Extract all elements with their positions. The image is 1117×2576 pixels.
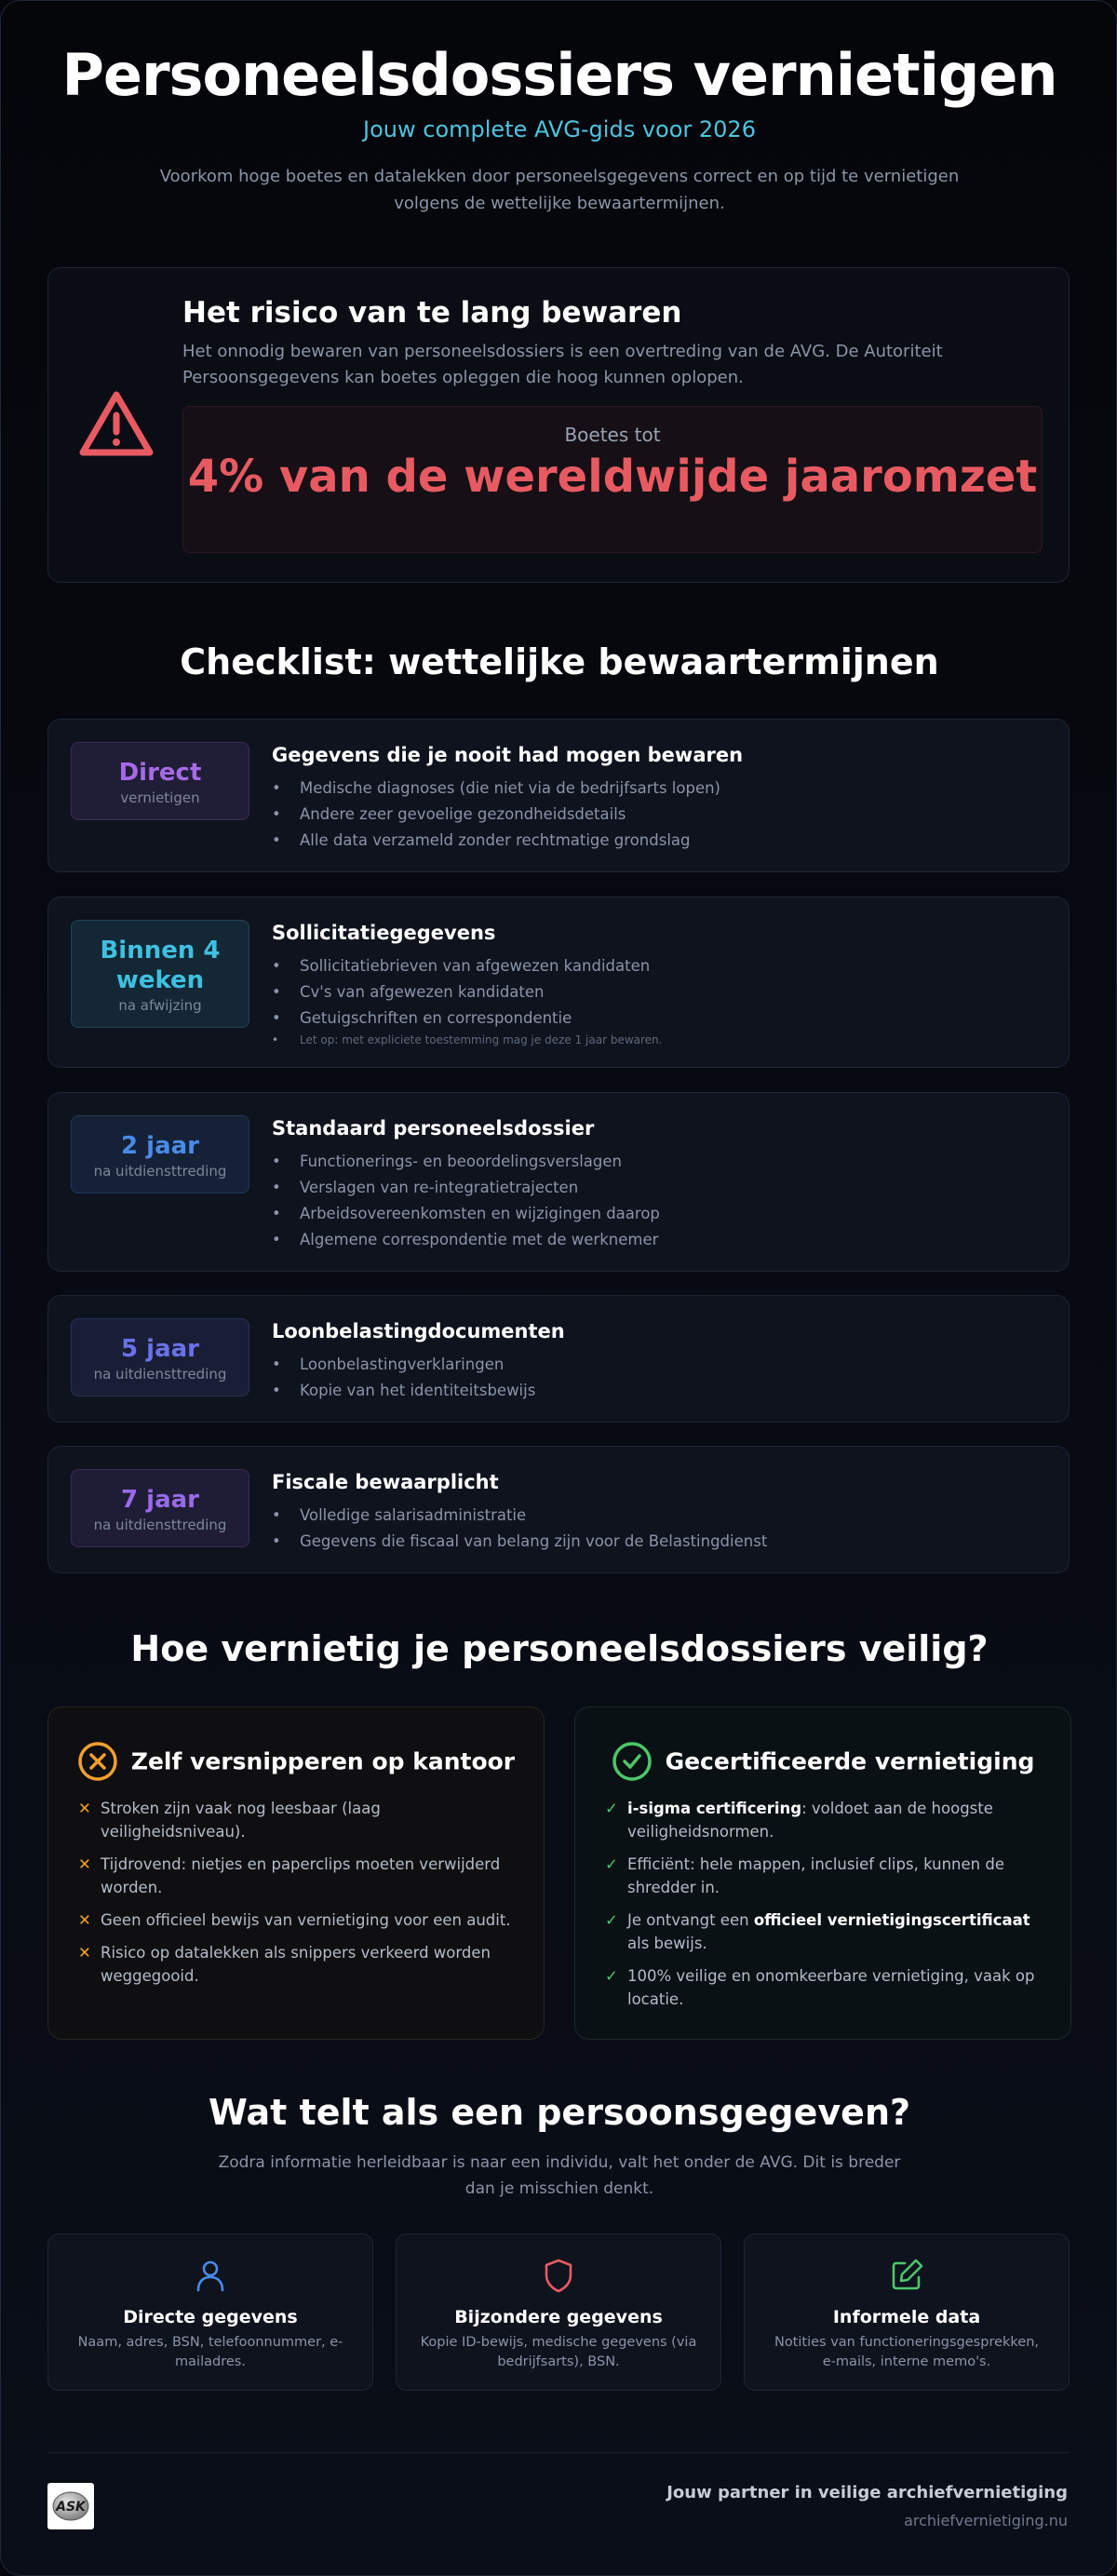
list-item: • Loonbelastingverklaringen [272, 1352, 1035, 1378]
footer-divider [47, 2452, 1070, 2453]
list-item: • Verslagen van re-integratietrajecten [272, 1175, 1035, 1201]
list-item: • Medische diagnoses (die niet via de bedrijfsarts lopen) [272, 775, 1035, 802]
item-emphasis: officieel vernietigingscertificaat [753, 1911, 1030, 1929]
list-item [605, 1908, 1047, 1955]
method-good-title: Gecertificeerde vernietiging [665, 1747, 1035, 1775]
page-title: Personeelsdossiers vernietigen [61, 41, 1057, 109]
ask-logo[interactable] [47, 2483, 94, 2529]
rule-heading: Loonbelastingdocumenten [272, 1320, 565, 1342]
logo-text: ASK [56, 2500, 86, 2515]
cross-icon: ✕ [78, 1944, 91, 1962]
list-item [605, 1797, 1047, 1843]
check-icon: ✓ [605, 1967, 618, 1985]
fine-box [182, 406, 1043, 553]
warning-triangle-icon [78, 389, 155, 458]
term-sub: na uitdiensttreding [93, 1366, 227, 1382]
item-text: Efficiënt: hele mappen, inclusief clips, kunnen de shredder in. [627, 1855, 1004, 1896]
item-text: : voldoet aan de hoogste veiligheidsnormen. [627, 1800, 993, 1841]
item-emphasis: i-sigma certificering [627, 1800, 802, 1817]
check-icon: ✓ [605, 1855, 618, 1873]
cross-icon: ✕ [78, 1855, 91, 1873]
method-self-shredding [47, 1706, 545, 2040]
term-value: 7 jaar [121, 1486, 199, 1514]
term-badge [71, 742, 249, 820]
list-item: • Gegevens die fiscaal van belang zijn voor de Belastingdienst [272, 1529, 1035, 1555]
list-item [605, 1964, 1047, 2011]
personal-data-title: Wat telt als een persoonsgegeven? [208, 2092, 911, 2133]
card-text: Naam, adres, BSN, telefoonnummer, e-mailadres. [77, 2335, 343, 2369]
method-bad-list [78, 1797, 520, 1997]
term-value: Binnen 4 weken [100, 937, 221, 994]
method-certified [574, 1706, 1071, 2040]
term-badge [71, 1469, 249, 1547]
list-item: • Algemene correspondentie met de werknemer [272, 1227, 1035, 1253]
user-icon [192, 2257, 229, 2294]
item-text: Stroken zijn vaak nog leesbaar (laag veiligheidsniveau). [101, 1800, 381, 1841]
term-badge [71, 1318, 249, 1396]
retention-rule [47, 897, 1070, 1068]
list-item [78, 1908, 520, 1932]
footer-url[interactable]: archiefvernietiging.nu [904, 2512, 1068, 2529]
personal-data-intro: Zodra informatie herleidbaar is naar een individu, valt het onder de AVG. Dit is breder dan je misschien denkt. [218, 2153, 901, 2198]
retention-rule [47, 1092, 1070, 1272]
list-item [78, 1797, 520, 1843]
list-item: • Arbeidsovereenkomsten en wijzigingen daarop [272, 1201, 1035, 1227]
x-circle-icon [77, 1741, 118, 1782]
term-sub: na afwijzing [118, 997, 202, 1014]
list-item: • Functionerings- en beoordelingsverslagen [272, 1149, 1035, 1175]
footer-tagline: Jouw partner in veilige archiefvernietiging [666, 2483, 1068, 2502]
term-sub: vernietigen [120, 789, 200, 806]
cross-icon: ✕ [78, 1911, 91, 1929]
rule-items [272, 1149, 1035, 1253]
shield-icon [540, 2257, 577, 2294]
term-sub: na uitdiensttreding [93, 1163, 227, 1180]
list-item: • Alle data verzameld zonder rechtmatige grondslag [272, 828, 1035, 854]
check-circle-icon [612, 1741, 653, 1782]
rule-heading: Fiscale bewaarplicht [272, 1471, 499, 1493]
item-text: Tijdrovend: nietjes en paperclips moeten verwijderd worden. [101, 1855, 501, 1896]
rule-items [272, 1503, 1035, 1555]
rule-note: • Let op: met expliciete toestemming mag je deze 1 jaar bewaren. [272, 1032, 1035, 1048]
list-item: • Getuigschriften en correspondentie [272, 1005, 1035, 1032]
page-intro: Voorkom hoge boetes en datalekken door personeelsgegevens correct en op tijd te vernietigen volgens de wettelijke bewaartermijnen. [159, 167, 960, 213]
list-item: • Cv's van afgewezen kandidaten [272, 979, 1035, 1005]
page-subtitle: Jouw complete AVG-gids voor 2026 [363, 116, 756, 142]
card-title: Directe gegevens [123, 2307, 298, 2327]
item-text: Je ontvangt een [627, 1911, 754, 1929]
method-good-list [605, 1797, 1047, 2020]
checklist-title: Checklist: wettelijke bewaartermijnen [180, 641, 939, 682]
ask-logo-mark [47, 2483, 94, 2529]
term-value: 2 jaar [121, 1132, 199, 1160]
check-icon: ✓ [605, 1911, 618, 1929]
retention-rule [47, 1295, 1070, 1423]
item-text: 100% veilige en onomkeerbare vernietiging, vaak op locatie. [627, 1967, 1035, 2008]
list-item: • Sollicitatiebrieven van afgewezen kandidaten [272, 953, 1035, 979]
list-item [78, 1853, 520, 1899]
cross-icon: ✕ [78, 1800, 91, 1817]
rule-items [272, 953, 1035, 1048]
fine-value: 4% van de wereldwijde jaaromzet [187, 451, 1038, 503]
card-direct-data [47, 2233, 373, 2391]
retention-rule [47, 1446, 1070, 1573]
term-value: Direct [118, 759, 202, 787]
rule-heading: Gegevens die je nooit had mogen bewaren [272, 744, 744, 766]
term-value: 5 jaar [121, 1335, 199, 1363]
list-item [605, 1853, 1047, 1899]
list-item: • Volledige salarisadministratie [272, 1503, 1035, 1529]
method-bad-title: Zelf versnipperen op kantoor [130, 1747, 516, 1775]
term-sub: na uitdiensttreding [93, 1517, 227, 1533]
term-badge [71, 1115, 249, 1194]
card-title: Bijzondere gegevens [454, 2307, 663, 2327]
card-text: Notities van functioneringsgesprekken, e-mails, interne memo's. [774, 2335, 1040, 2369]
check-icon: ✓ [605, 1800, 618, 1817]
item-text: als bewijs. [627, 1935, 707, 1952]
card-special-data [396, 2233, 721, 2391]
header [1, 38, 1117, 217]
risk-text: Het onnodig bewaren van personeelsdossiers is een overtreding van de AVG. De Autoriteit Persoonsgegevens kan boetes opleggen die hoog kunnen oplopen. [182, 342, 943, 387]
fine-label: Boetes tot [564, 424, 661, 446]
risk-title: Het risico van te lang bewaren [182, 296, 682, 330]
card-informal-data [744, 2233, 1070, 2391]
card-title: Informele data [832, 2307, 981, 2327]
list-item [78, 1941, 520, 1988]
list-item: • Andere zeer gevoelige gezondheidsdetails [272, 802, 1035, 828]
retention-rule [47, 719, 1070, 872]
term-badge [71, 920, 249, 1028]
list-item: • Kopie van het identiteitsbewijs [272, 1378, 1035, 1404]
edit-icon [888, 2257, 925, 2294]
rule-heading: Sollicitatiegegevens [272, 922, 496, 944]
item-text: Geen officieel bewijs van vernietiging voor een audit. [101, 1911, 511, 1929]
rule-items [272, 775, 1035, 854]
risk-card [47, 267, 1070, 583]
rule-items [272, 1352, 1035, 1404]
card-text: Kopie ID-bewijs, medische gegevens (via bedrijfsarts), BSN. [420, 2335, 697, 2369]
item-text: Risico op datalekken als snippers verkeerd worden weggegooid. [101, 1944, 491, 1985]
methods-title: Hoe vernietig je personeelsdossiers veilig? [130, 1628, 989, 1669]
rule-heading: Standaard personeelsdossier [272, 1117, 595, 1140]
